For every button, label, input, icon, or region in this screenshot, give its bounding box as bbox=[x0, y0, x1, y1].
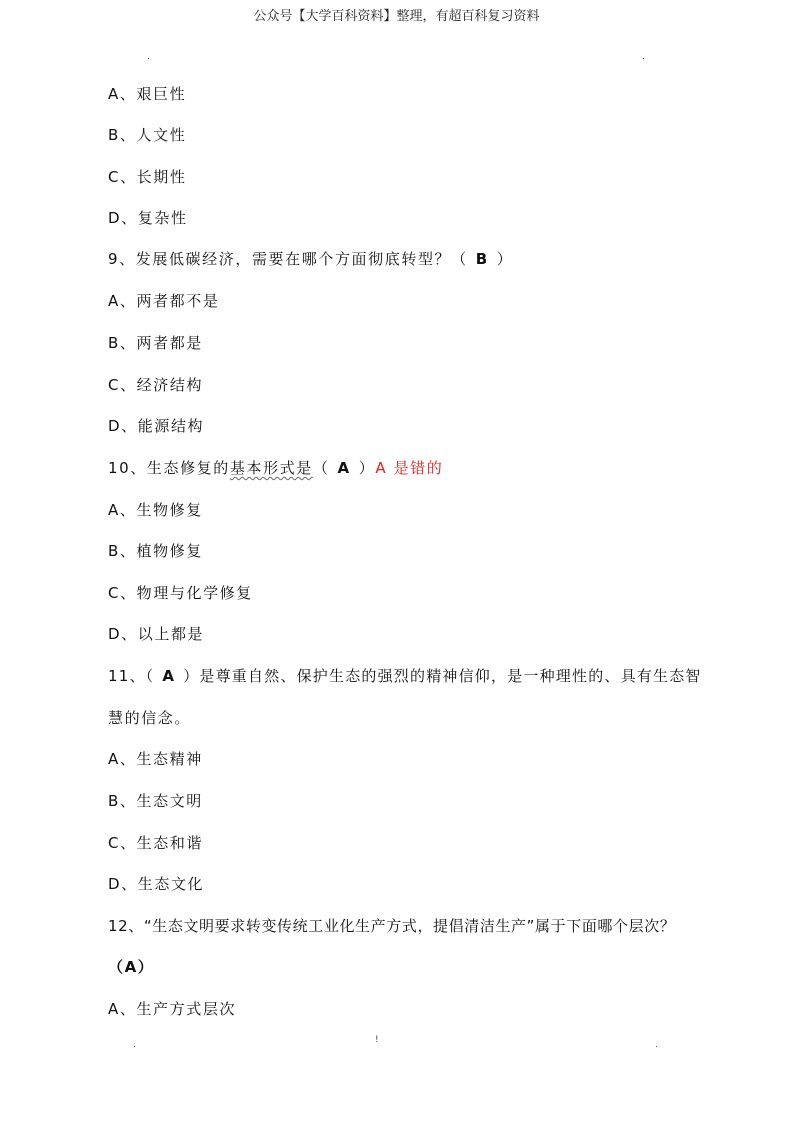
q11-answer: A bbox=[162, 667, 176, 685]
q10-note: A 是错的 bbox=[375, 459, 444, 477]
q8-option-b: B、人文性 bbox=[108, 126, 187, 144]
q11-option-c: C、生态和谐 bbox=[108, 834, 204, 852]
q12-stem: 12、“生态文明要求转变传统工业化生产方式，提倡清洁生产”属于下面哪个层次？ bbox=[108, 917, 676, 935]
q10-close: ） bbox=[358, 459, 376, 477]
page-header: 公众号【大学百科资料】整理，有超百科复习资料 bbox=[253, 9, 540, 24]
footer-right-mark: . bbox=[655, 1040, 658, 1050]
footer-center-mark: ! bbox=[375, 1035, 379, 1045]
q9-option-b: B、两者都是 bbox=[108, 334, 203, 352]
q8-option-d: D、复杂性 bbox=[108, 209, 188, 227]
q11-option-a: A、生态精神 bbox=[108, 750, 203, 768]
q9-stem bbox=[108, 249, 513, 269]
q10-answer: A bbox=[337, 459, 351, 477]
q10-underlined-phrase: 基本形式是 bbox=[229, 459, 313, 477]
q11-option-d: D、生态文化 bbox=[108, 875, 205, 893]
q10-option-b: B、植物修复 bbox=[108, 542, 203, 560]
q11-rest: ）是尊重自然、保护生态的强烈的精神信仰，是一种理性的、具有生态智 bbox=[183, 667, 702, 685]
q10-prefix: 10、生态修复的 bbox=[108, 459, 230, 477]
q8-option-c: C、长期性 bbox=[108, 168, 187, 186]
q11-stem bbox=[108, 666, 702, 686]
q10-option-a: A、生物修复 bbox=[108, 501, 203, 519]
q10-option-c: C、物理与化学修复 bbox=[108, 584, 253, 602]
q8-option-a: A、艰巨性 bbox=[108, 85, 187, 103]
q9-option-d: D、能源结构 bbox=[108, 417, 205, 435]
q9-stem-text: 9、发展低碳经济，需要在哪个方面彻底转型？（ bbox=[108, 250, 468, 268]
q11-prefix: 11、（ bbox=[108, 667, 155, 685]
top-right-mark: . bbox=[642, 52, 645, 62]
q10-open: （ bbox=[312, 459, 330, 477]
q11-option-b: B、生态文明 bbox=[108, 792, 203, 810]
q9-option-c: C、经济结构 bbox=[108, 376, 204, 394]
top-left-mark: . bbox=[147, 52, 150, 62]
q11-stem-line2: 慧的信念。 bbox=[108, 709, 192, 727]
q10-stem bbox=[108, 458, 443, 478]
q9-close: ） bbox=[496, 250, 514, 268]
q9-answer: B bbox=[475, 250, 489, 268]
footer-left-mark: . bbox=[133, 1040, 136, 1050]
q9-option-a: A、两者都不是 bbox=[108, 292, 220, 310]
q12-answer: （A） bbox=[108, 958, 155, 976]
q12-option-a: A、生产方式层次 bbox=[108, 1000, 237, 1018]
q10-option-d: D、以上都是 bbox=[108, 625, 205, 643]
